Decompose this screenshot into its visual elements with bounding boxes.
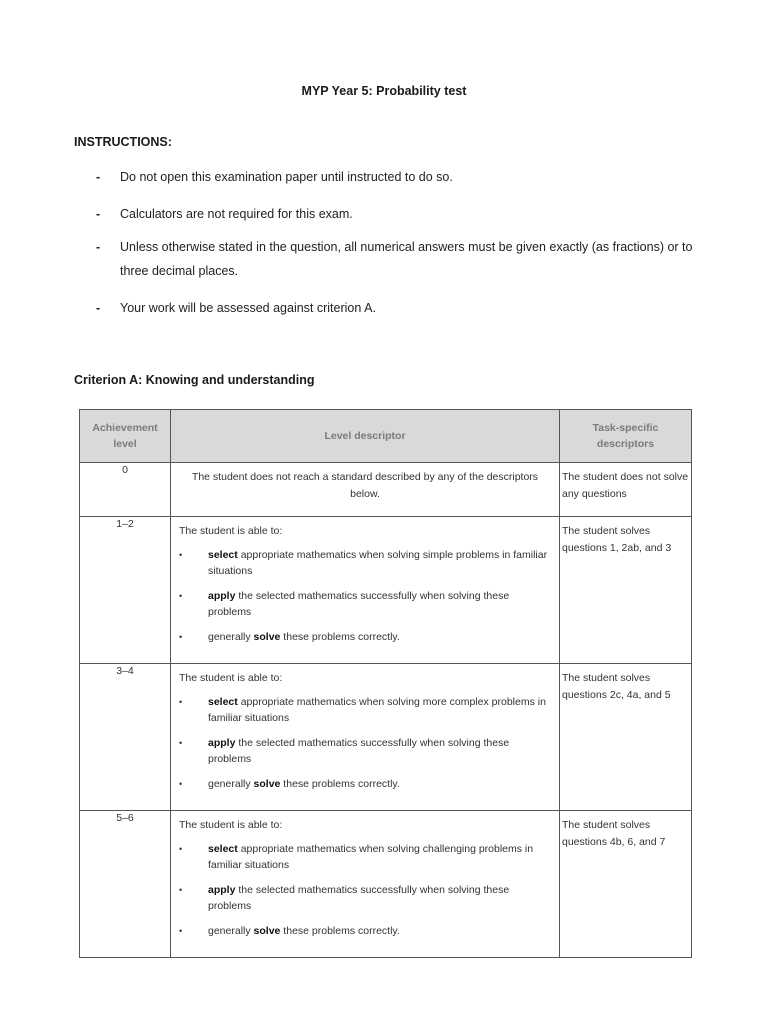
bullet-text: these problems correctly. bbox=[280, 631, 400, 643]
instructions-heading: INSTRUCTIONS: bbox=[74, 135, 172, 149]
task-cell: The student does not solve any questions bbox=[560, 463, 692, 517]
descriptor-intro: The student is able to: bbox=[179, 525, 283, 537]
descriptor-bullet bbox=[179, 588, 551, 620]
task-cell: The student solves questions 4b, 6, and 7 bbox=[560, 811, 692, 958]
instruction-text: Do not open this examination paper until instructed to do so. bbox=[120, 170, 453, 184]
instruction-text: Calculators are not required for this exam. bbox=[120, 207, 353, 221]
bold-term: select bbox=[208, 843, 238, 855]
bullet-text: generally bbox=[208, 778, 254, 790]
bullet-dot-icon: • bbox=[179, 697, 183, 707]
task-cell: The student solves questions 1, 2ab, and 3 bbox=[560, 517, 692, 664]
dash-bullet: - bbox=[96, 240, 101, 254]
descriptor-bullet bbox=[179, 776, 551, 792]
descriptor-bullet bbox=[179, 629, 551, 645]
header-level-descriptor: Level descriptor bbox=[171, 410, 560, 463]
descriptor-bullet bbox=[179, 882, 551, 914]
level-cell: 0 bbox=[80, 463, 171, 517]
bullet-dot-icon: • bbox=[179, 885, 183, 895]
descriptor-bullet bbox=[179, 547, 551, 579]
descriptor-intro: The student is able to: bbox=[179, 672, 283, 684]
bold-term: select bbox=[208, 549, 238, 561]
level-cell: 3–4 bbox=[80, 664, 171, 811]
bold-term: solve bbox=[253, 778, 281, 790]
bullet-text: generally bbox=[208, 925, 254, 937]
descriptor-cell: The student does not reach a standard described by any of the descriptors below. bbox=[171, 463, 560, 517]
bullet-text: appropriate mathematics when solving challenging problems in familiar situations bbox=[208, 843, 534, 871]
descriptor-bullet bbox=[179, 735, 551, 767]
bullet-text: these problems correctly. bbox=[280, 778, 400, 790]
bold-term: apply bbox=[208, 884, 236, 896]
bullet-text: appropriate mathematics when solving more complex problems in familiar situations bbox=[208, 696, 546, 724]
bold-term: solve bbox=[253, 925, 281, 937]
descriptor-cell bbox=[171, 664, 560, 811]
table-row bbox=[80, 811, 692, 958]
bullet-text: the selected mathematics successfully when solving these problems bbox=[208, 590, 510, 618]
table-header-row bbox=[80, 410, 692, 463]
descriptor-bullet bbox=[179, 841, 551, 873]
descriptor-cell bbox=[171, 517, 560, 664]
descriptor-bullet bbox=[179, 694, 551, 726]
task-cell: The student solves questions 2c, 4a, and 5 bbox=[560, 664, 692, 811]
table-row bbox=[80, 517, 692, 664]
bullet-text: generally bbox=[208, 631, 254, 643]
bullet-dot-icon: • bbox=[179, 779, 183, 789]
page-title: MYP Year 5: Probability test bbox=[301, 84, 467, 98]
bold-term: apply bbox=[208, 737, 236, 749]
dash-bullet: - bbox=[96, 170, 101, 184]
bullet-dot-icon: • bbox=[179, 550, 183, 560]
level-cell: 5–6 bbox=[80, 811, 171, 958]
descriptor-cell bbox=[171, 811, 560, 958]
bold-term: solve bbox=[253, 631, 281, 643]
bullet-dot-icon: • bbox=[179, 738, 183, 748]
dash-bullet: - bbox=[96, 207, 101, 221]
descriptor-intro: The student is able to: bbox=[179, 819, 283, 831]
bullet-text: appropriate mathematics when solving simple problems in familiar situations bbox=[208, 549, 548, 577]
bold-term: select bbox=[208, 696, 238, 708]
instruction-text: Unless otherwise stated in the question, all numerical answers must be given exactly (as fractions) or to three decimal places. bbox=[120, 240, 693, 278]
bullet-text: the selected mathematics successfully when solving these problems bbox=[208, 737, 510, 765]
bullet-text: the selected mathematics successfully when solving these problems bbox=[208, 884, 510, 912]
bullet-dot-icon: • bbox=[179, 591, 183, 601]
bullet-text: these problems correctly. bbox=[280, 925, 400, 937]
bold-term: apply bbox=[208, 590, 236, 602]
header-task-specific: Task-specific descriptors bbox=[560, 410, 692, 463]
instruction-text: Your work will be assessed against criterion A. bbox=[120, 301, 376, 315]
level-cell: 1–2 bbox=[80, 517, 171, 664]
table-row bbox=[80, 664, 692, 811]
bullet-dot-icon: • bbox=[179, 844, 183, 854]
bullet-dot-icon: • bbox=[179, 632, 183, 642]
table-row bbox=[80, 463, 692, 517]
criterion-heading: Criterion A: Knowing and understanding bbox=[74, 373, 315, 387]
bullet-dot-icon: • bbox=[179, 926, 183, 936]
header-achievement-level: Achievement level bbox=[80, 410, 171, 463]
descriptor-bullet bbox=[179, 923, 551, 939]
rubric-table bbox=[79, 409, 692, 958]
dash-bullet: - bbox=[96, 301, 101, 315]
